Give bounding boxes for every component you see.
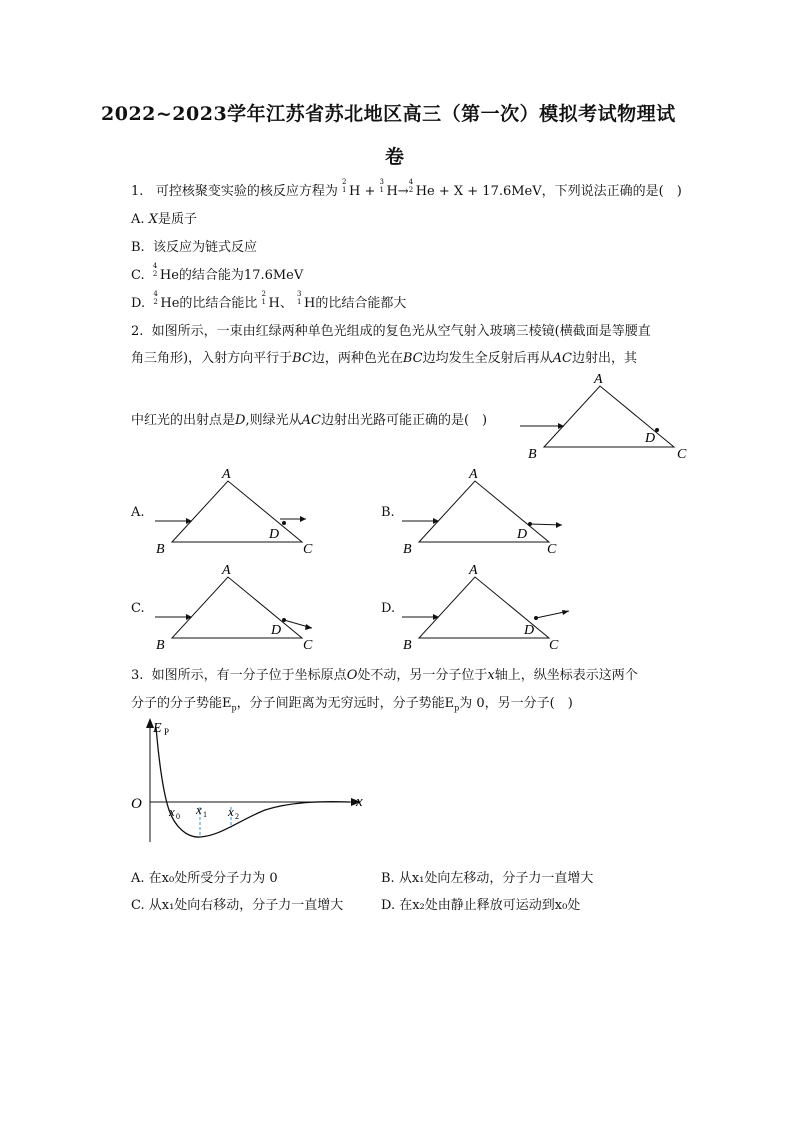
q3-option-d[interactable]: D. 在x₂处由静止释放可运动到x₀处	[381, 898, 581, 913]
option-b-figure[interactable]	[397, 466, 572, 558]
svg-text:D: D	[517, 527, 528, 542]
prism-figure	[520, 370, 700, 465]
svg-text:1: 1	[203, 810, 207, 819]
x-axis-label: x	[356, 794, 363, 810]
q1-option-b[interactable]: B. 该反应为链式反应	[131, 240, 257, 255]
svg-text:P: P	[164, 727, 170, 737]
vertex-c-label: C	[677, 447, 687, 462]
nuclide-h3: 3 1	[379, 178, 384, 194]
svg-text:D: D	[524, 623, 535, 638]
q3-option-c[interactable]: C. 从x₁处向右移动，分子力一直增大	[131, 898, 344, 913]
svg-text:C: C	[549, 638, 559, 653]
question-number: 1.	[131, 184, 144, 199]
svg-text:B: B	[156, 638, 165, 653]
svg-text:B: B	[403, 638, 412, 653]
svg-text:A: A	[469, 563, 478, 578]
vertex-a-label: A	[594, 372, 603, 387]
q2-option-a[interactable]: A.	[131, 505, 145, 520]
q2-option-b[interactable]: B.	[381, 505, 395, 520]
svg-text:C: C	[547, 542, 557, 557]
vertex-b-label: B	[528, 447, 537, 462]
svg-text:B: B	[403, 542, 412, 557]
svg-text:2: 2	[235, 812, 239, 821]
svg-text:A: A	[222, 467, 231, 482]
q1-option-a[interactable]: A. X是质子	[131, 212, 197, 227]
question-3-stem-line2: 分子的分子势能$E_p$，分子间距离为无穷远时，分子势能$E_p$为 0，另一分子( )	[131, 696, 573, 713]
question-3-stem-line1: 3. 如图所示，有一分子位于坐标原点O处不动，另一分子位于x轴上，纵坐标表示这两个	[131, 668, 638, 683]
x1-label: x	[196, 802, 202, 817]
q3-option-b[interactable]: B. 从x₁处向左移动，分子力一直增大	[381, 871, 594, 886]
svg-text:B: B	[156, 542, 165, 557]
option-d-figure[interactable]	[397, 562, 575, 654]
svg-text:D: D	[271, 623, 282, 638]
point-d-label: D	[645, 431, 656, 446]
q2-option-d[interactable]: D.	[381, 601, 396, 616]
svg-text:0: 0	[176, 812, 180, 821]
question-2-stem-line3: 中红光的出射点是D,则绿光从AC边射出光路可能正确的是( )	[131, 413, 488, 428]
q1-option-c[interactable]: C. 4 2 He的结合能为17.6MeV	[131, 262, 304, 283]
potential-energy-graph	[125, 712, 375, 852]
q3-option-a[interactable]: A. 在x₀处所受分子力为 0	[131, 871, 278, 886]
origin-label: O	[131, 796, 142, 812]
x2-label: x	[228, 804, 234, 819]
option-c-figure[interactable]	[150, 562, 325, 654]
svg-text:D: D	[269, 527, 280, 542]
svg-text:A: A	[469, 467, 478, 482]
y-axis-label: E	[153, 721, 162, 736]
question-2-stem-line2: 角三角形)，入射方向平行于BC边，两种色光在BC边均发生全反射后再从AC边射出，其	[131, 351, 637, 366]
svg-text:C: C	[303, 638, 313, 653]
page-title-cont: 卷	[385, 146, 405, 168]
q2-option-c[interactable]: C.	[131, 601, 145, 616]
x0-label: x	[169, 804, 175, 819]
nuclide-he: 4 2	[408, 178, 414, 194]
svg-text:C: C	[303, 542, 313, 557]
option-a-figure[interactable]	[150, 466, 325, 558]
page-title: 2022~2023学年江苏省苏北地区高三（第一次）模拟考试物理试	[101, 103, 676, 125]
q1-option-d[interactable]: D. 4 2 He的比结合能比 2 1 H、 3 1 H的比结合能都大	[131, 290, 407, 311]
nuclide-h2: 2 1	[341, 178, 347, 194]
question-1-stem: 1. 可控核聚变实验的核反应方程为 2 1 H + 3 1 H→ 4 2 He + X + 17.6MeV，下列说法正确的是( )	[131, 178, 682, 199]
question-2-stem-line1: 2. 如图所示，一束由红绿两种单色光组成的复色光从空气射入玻璃三棱镜(横截面是等腰直	[131, 324, 651, 339]
svg-text:A: A	[222, 563, 231, 578]
